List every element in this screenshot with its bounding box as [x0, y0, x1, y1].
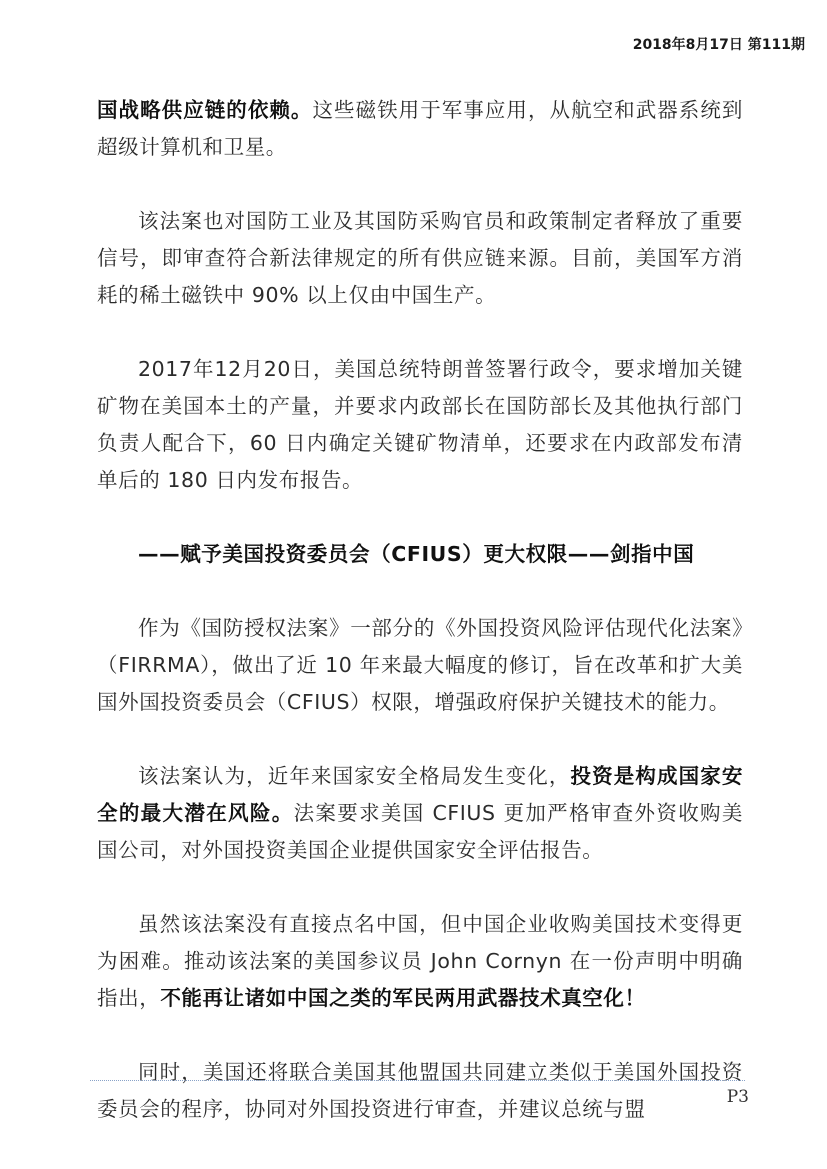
paragraph-2	[97, 203, 743, 314]
bold-text: 不能再让诸如中国之类的军民两用武器技术真空化！	[160, 986, 646, 1010]
section-subheading: ——赋予美国投资委员会（CFIUS）更大权限——剑指中国	[138, 542, 695, 566]
paragraph-text: 2017年12月20日，美国总统特朗普签署行政令，要求增加关键矿物在美国本土的产量，并要求内政部长在国防部长及其他执行部门负责人配合下，60 日内确定关键矿物清单，还要求在内政部发布清单后的 180 日内发布报告。	[97, 357, 743, 492]
paragraph-text: 该法案也对国防工业及其国防采购官员和政策制定者释放了重要信号，即审查符合新法律规定的所有供应链来源。目前，美国军方消耗的稀土磁铁中 90% 以上仅由中国生产。	[97, 209, 743, 307]
paragraph-text: 该法案认为，近年来国家安全格局发生变化，	[138, 764, 571, 788]
paragraph-text: 虽然该法案没有直接点名中国，但中国企业收购美国技术变得更为困难。推动该法案的美国参议员 John Cornyn 在一份声明中明确指出，	[97, 912, 743, 1010]
paragraph-1	[97, 92, 743, 166]
footer-divider	[90, 1080, 745, 1081]
bold-text: 投资是构成国家安全的最大潜在风险。	[97, 764, 743, 825]
paragraph-text: 作为《国防授权法案》一部分的《外国投资风险评估现代化法案》（FIRRMA），做出了近 10 年来最大幅度的修订，旨在改革和扩大美国外国投资委员会（CFIUS）权限，增强政府保护关键技术的能力。	[97, 616, 743, 714]
paragraph-text: 法案要求美国 CFIUS 更加严格审查外资收购美国公司，对外国投资美国企业提供国家安全评估报告。	[97, 801, 743, 862]
paragraph-3	[97, 351, 743, 499]
bold-text: 国战略供应链的依赖。	[97, 98, 313, 122]
paragraph-6	[97, 906, 743, 1017]
page-number: P3	[726, 1087, 749, 1107]
issue-date-header: 2018年8月17日 第111期	[632, 37, 805, 53]
paragraph-7	[97, 1054, 743, 1128]
paragraph-text: 同时，美国还将联合美国其他盟国共同建立类似于美国外国投资委员会的程序，协同对外国投资进行审查，并建议总统与盟	[97, 1060, 743, 1121]
paragraph-text: 这些磁铁用于军事应用，从航空和武器系统到超级计算机和卫星。	[97, 98, 744, 159]
article-body	[97, 92, 743, 1165]
paragraph-4	[97, 610, 743, 721]
paragraph-5	[97, 758, 743, 869]
